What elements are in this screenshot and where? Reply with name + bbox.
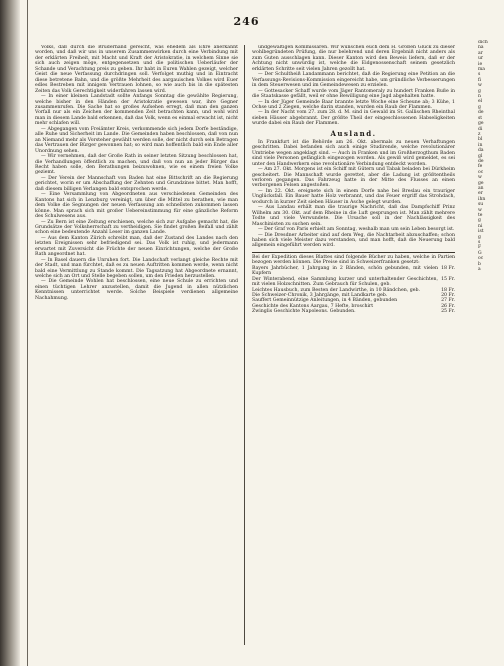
margin-text-fragment: g — [478, 104, 481, 110]
news-paragraph: — Die Gemeinde Wohlen hat beschlossen, eine neue Schule zu errichten und einen tüchtigen Lehrer anzustellen, damit die Jugend in allen nützlichen Kenntnissen unterrichtet werde. Solche Beispiele verdienen allgemeine Nachahmung. — [35, 279, 238, 301]
margin-text-fragment: g — [478, 218, 481, 224]
margin-text-fragment: ge — [478, 180, 484, 186]
news-paragraph: — Aus dem Kanton Zürich schreibt man, daß der Zustand des Landes nach den letzten Ereignissen sehr befriedigend sei. Das Volk ist ruhig, und jedermann erwartet mit Zuversicht die Früchte der neuen Einrichtungen, welche der Große Rath angeordnet hat. — [35, 235, 238, 258]
margin-text-fragment: ni — [478, 223, 483, 229]
margin-text-fragment: ist — [478, 229, 484, 235]
margin-text-fragment: st — [478, 115, 483, 121]
book-price: 18 Fr. — [441, 287, 455, 293]
news-paragraph: — Eine Versammlung von Abgeordneten aus verschiedenen Gemeinden des Kantons hat sich in Lenzburg vereinigt, um über die Mittel zu berathen, wie man dem Volke die Segnungen der neuen Verfassung am schnellsten zukommen lassen könne. Man sprach sich mit großer Uebereinstimmung für eine gänzliche Reform des Schulwesens aus. — [35, 192, 238, 220]
ad-intro: Bei der Expedition dieses Blattes sind folgende Bücher zu haben, welche in Partien bezogen werden können. Die Preise sind in Schweizerfranken gesetzt: — [252, 254, 455, 266]
margin-text-fragment: w — [478, 207, 482, 213]
book-title: Zwinglis Geschichte Napoleons. Gebunden. — [252, 309, 356, 315]
margin-text-fragment: di — [478, 126, 483, 132]
margin-text-fragment: g — [478, 234, 481, 240]
margin-text-fragment: b — [478, 261, 481, 267]
margin-text-fragment: ie — [478, 61, 483, 67]
margin-text-fragment: oc — [478, 169, 484, 175]
binding-line — [27, 0, 28, 666]
adjacent-page-margin — [478, 40, 504, 650]
book-price: 26 Fr. — [441, 303, 455, 309]
book-price: 20 Fr. — [441, 293, 455, 299]
foreign-news-paragraph: — Aus Landau erhält man die traurige Nachricht, daß das Dampfschiff Prinz Wilhelm am 30. Okt. auf dem Rheine in die Luft gesprungen ist. Man zählt mehrere Todte und viele Verwundete. Die Ursache soll in der Nachlässigkeit des Maschinisten zu suchen sein. — [252, 205, 455, 227]
news-paragraph: — Zu Bern ist eine Zeitung erschienen, welche sich zur Aufgabe gemacht hat, die Grundsätze der Volksherrschaft zu vertheidigen. Sie findet großen Beifall und zählt schon eine bedeutende Anzahl Leser im ganzen Lande. — [35, 219, 238, 236]
book-title: Der Winterabend, eine Sammlung kurzer und unterhaltender Geschichten, mit vielen Holzschnitten. Zum Gebrauch für Schulen, geb. — [252, 276, 439, 288]
margin-text-fragment: gl — [478, 153, 483, 159]
margin-text-fragment: el — [478, 99, 483, 105]
margin-text-fragment: s — [478, 72, 481, 78]
book-title: Sauffert Gemeinnützige Anleitungen, in 4 Bänden, gebunden — [252, 298, 398, 304]
margin-text-fragment: te — [478, 213, 483, 218]
newspaper-page — [35, 15, 458, 645]
margin-text-fragment: z — [478, 131, 481, 137]
margin-text-fragment: na — [478, 45, 484, 51]
margin-text-fragment: w — [478, 83, 482, 89]
news-paragraph: — Wir vernehmen, daß der Große Rath in seiner letzten Sitzung beschlossen hat, die Verhandlungen öffentlich zu machen, und daß von nun an jeder Bürger das Recht haben solle, den Berathungen beizuwohnen, wie es einem freien Volke geziemt. — [35, 154, 238, 176]
news-paragraph: — In der Jüger Gemeinde Baar brannte letzte Woche eine Scheune ab; 3 Kühe, 1 Ochse und 2 Ziegen, welche darin standen, wurden ein Raub der Flammen. — [252, 99, 455, 110]
book-title: Bayers Jahrbücher, 1 Jahrgang in 2 Bänden, schön gebunden, mit vielen Kupfern — [252, 265, 439, 277]
advertisement-rule — [252, 252, 455, 253]
book-title: Die Schweizer-Chronik, 3 Jahrgänge, mit Landkarte geb. — [252, 293, 388, 299]
margin-text-fragment: ihn — [478, 196, 486, 202]
left-column — [35, 45, 238, 645]
section-heading-ausland: Ausland. — [330, 128, 377, 138]
book-listing — [252, 266, 455, 277]
margin-text-fragment: er — [478, 191, 483, 197]
margin-text-fragment: s — [478, 240, 481, 246]
margin-text-fragment: F — [478, 245, 482, 251]
news-paragraph: — Der Verein der Mannschaft von Baden hat eine Bittschrift an die Regierung gerichtet, worin er um Abschaffung der Zehnten und Grundzinse bittet. Man hofft, daß diesem billigen Verlangen bald entsprochen werde. — [35, 175, 238, 192]
book-price: 18 Fr. — [441, 265, 455, 271]
foreign-news-paragraph: — Der Graf von Paris erhielt am Sonntag, weshalb man um sein Leben besorgt ist. — [258, 227, 455, 233]
book-advertisement — [252, 255, 455, 315]
page-number: 246 — [233, 15, 260, 28]
foreign-news-paragraph: — Im 22. Okt. ereignete sich in einem Dorfe nahe bei Breslau ein trauriger Unglücksfall. Ein Bauer hatte Holz verbrannt, und das Feuer ergriff das Strohdach, wodurch in kurzer Zeit sieben Häuser in Asche gelegt wurden. — [252, 188, 455, 205]
news-paragraph: — Der Schultheiß Landammann berichtet, daß die Regierung eine Petition an die Verfassungs-Revisions-Kommission eingereicht habe, um gründliche Verbesserungen in dem Steuerwesen und im Gemeindewesen zu erzielen. — [252, 72, 455, 89]
book-listing — [252, 309, 455, 314]
margin-text-fragment: an — [478, 185, 484, 191]
news-paragraph: — Gottesacker Schaff wurde vom Jäger Rantomeraly zu hundert Franken Buße in die Staatskasse gefällt, weil er ohne Bewilligung eine Jagd abgehalten hatte. — [252, 88, 455, 100]
margin-text-fragment: su — [478, 202, 484, 208]
book-price: 25 Fr. — [441, 309, 455, 315]
foreign-news-paragraph: — Die Dresdner Arbeiter sind auf dem Weg, die Nachtarbeit abzuschaffen; schon haben sich viele Meister dazu verstanden, und man hofft, daß die Neuerung bald allgemein eingeführt werden wird. — [252, 232, 455, 249]
binding-gutter-shadow — [0, 0, 20, 666]
inland-news — [252, 45, 455, 127]
margin-text-fragment: ma — [478, 67, 485, 73]
margin-text-fragment: ar — [478, 50, 483, 56]
margin-text-fragment: bl — [478, 137, 483, 143]
news-paragraph: — Abgegangen vom Freiämter Kreis, verkommende sich jedem Dorfe beständige, alle Ruhe und Sicherheit im Lande. Die Gemeinden haben beschlossen, daß von nun an Niemand mehr als Vorsteher gewählt werden solle, der nicht durch sein Betragen das Vertrauen der Bürger gewonnen hat; so wird man hoffentlich bald ein Ende aller Unordnung sehen. — [35, 126, 238, 154]
foreign-news — [252, 140, 455, 249]
book-title: Leichtes Hausbuch, zum Besten der Landwirthe, in 10 Bändchen, geb. — [252, 287, 420, 293]
margin-text-fragment: fe — [478, 164, 483, 170]
foreign-news-paragraph: In Frankfurt ist die Behörde am 26. Okt. abermals zu neuen Verhaftungen geschritten. Dabei befanden sich auch einige Studirende, welche revolutionärer Umtriebe wegen angeklagt sind. — Auch in Franken und im Großherzogthum Baden sind viele Personen gefänglich eingezogen worden. Als gewiß wird gemeldet, es sei unter den Handwerkern eine revolutionäre Verbindung entdeckt worden. — [252, 139, 455, 167]
margin-text-fragment: w — [478, 175, 482, 181]
margin-text-fragment: de — [478, 110, 484, 116]
news-paragraph: — In einer kleinen Landstadt sollte Anfangs Sonntag die gewählte Regierung, welche bisher in den Händen der Aristokratie gewesen war, ihre Gegner zusammenrufen. Die Sache hat so großes Aufsehen erregt, daß man den ganzen Vorfall nur als ein Zeichen der kommenden Zeit betrachten kann, und wohl wird man in diesem Lande bald erkennen, daß das Volk, wenn es einmal erwacht ist, nicht mehr schlafen will. — [35, 94, 238, 127]
margin-text-fragment: da — [478, 148, 484, 154]
margin-text-fragment: a — [478, 267, 481, 273]
foreign-news-paragraph: — Am 27. Okt. Morgens ist ein Schiff mit Gütern und Tabak beladen bei Dürkheim gescheitert. Die Mannschaft wurde gerettet, aber die Ladung ist größtentheils verloren gegangen. Das Fahrzeug hatte in der Mitte des Flusses an einen verborgenen Felsen angestoßen. — [252, 167, 455, 189]
margin-text-fragment: ur — [478, 56, 484, 62]
news-paragraph: Volks, daß durch die Bruderhand gereicht, was ehedem als Ehre anerkannt worden, und daß wir uns in unserem Zusammenwirken durch eine Verbindung mit der erklärten Freiheit, mit Macht und Kraft der Aristokratie, in welchem Sinne sie sich auch zeigen möge, entgegensetzen und die politischen Ueberläufer der Schande und Verachtung preis zu geben. Ihr habt in Euren Wahlen gezeigt, welcher Geist die neue Verfassung durchdringen soll. Verfolget muthig und in Eintracht diese betretene Bahn, und die größte Mehrheit des aargauischen Volkes wird Euer edles Bestreben mit innigem Vertrauen lohnen, so wie auch bis in die spätesten Zeiten das Volk Gerechtigkeit widerfahren lassen wird. — [35, 45, 238, 94]
book-listing — [252, 277, 455, 288]
margin-text-fragment: de — [478, 158, 484, 164]
margin-text-fragment: in — [478, 142, 483, 148]
margin-text-fragment: oc — [478, 256, 484, 262]
book-price: 27 Fr. — [441, 298, 455, 304]
news-paragraph: undgewaltigen Kommissären. Wir wünschen euch dem H. Großen Glück zu dieser wohlbegründeten Prüfung, die nur belehrend und deren Ergebniß nicht anders als zum Guten ausschlagen kann. Dieser Kanton wird den Beweis liefern, daß er der Achtung nicht unwürdig ist, welche die Eidgenossenschaft seinem gesetzlich erklärten Schritte seit vielen Jahren gezollt hat. — [252, 45, 455, 72]
margin-text-fragment: G — [478, 250, 482, 256]
margin-text-fragment: ge — [478, 121, 484, 127]
margin-text-fragment: fi — [478, 77, 482, 83]
book-title: Geschichte des Kantons Aargau, 7 Hefte, broschirt — [252, 303, 374, 309]
margin-text-fragment: n — [478, 94, 481, 100]
margin-text-fragment: g — [478, 88, 481, 94]
book-list — [252, 266, 455, 315]
book-price: 15 Fr. — [441, 276, 455, 282]
right-column — [252, 45, 455, 645]
column-divider — [244, 45, 245, 645]
margin-text-fragment: dich — [478, 40, 488, 45]
news-paragraph: — In Basel dauern die Unruhen fort. Die Landschaft verlangt gleiche Rechte mit der Stadt, und man fürchtet, daß es zu neuen Auftritten kommen werde, wenn nicht bald eine Vermittlung zu Stande kommt. Die Tagsatzung hat Abgeordnete ernannt, welche sich an Ort und Stelle begeben sollen, um den Frieden herzustellen. — [35, 257, 238, 280]
news-paragraph: — In der Nacht vom 27. zum 28. d. M. sind in Gewald im St. Gallischen Rheinthal sieben Häuser abgebrannt. Der größte Theil der eingeschlossenen Habseligkeiten wurde dabei ein Raub der Flammen. — [252, 110, 455, 127]
